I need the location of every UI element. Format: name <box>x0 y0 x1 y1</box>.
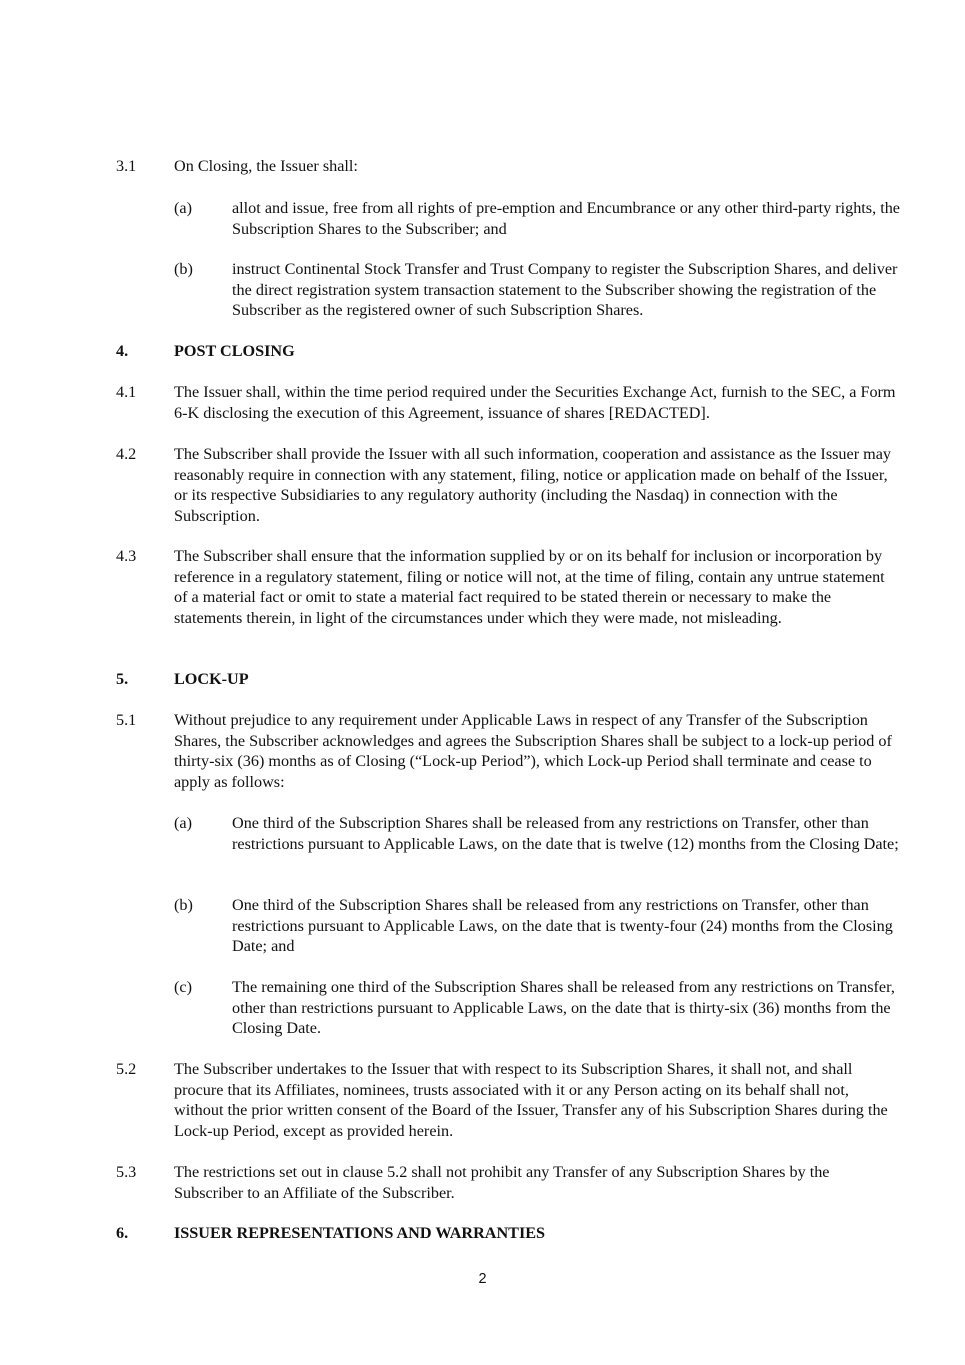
section-heading: ISSUER REPRESENTATIONS AND WARRANTIES <box>174 1224 546 1242</box>
section-number: 6. <box>116 1224 129 1242</box>
item-label: (c) <box>174 978 192 996</box>
clause-number: 4.1 <box>116 383 137 401</box>
clause-text: The Subscriber shall provide the Issuer with all such information, cooperation and assistance as the Issuer may reasonably require in connection with any statement, filing, notice or application made on behalf of the Issuer, or its respective Subsidiaries to any regulatory authority (including the Nasdaq) in connection with the Subscription. <box>174 445 892 525</box>
clause-text: The Issuer shall, within the time period required under the Securities Exchange Act, furnish to the SEC, a Form 6-K disclosing the execution of this Agreement, issuance of shares [REDACTED]. <box>174 383 896 422</box>
item-label: (b) <box>174 896 193 914</box>
item-label: (a) <box>174 814 192 832</box>
item-label: (b) <box>174 260 193 278</box>
item-text: The remaining one third of the Subscription Shares shall be released from any restrictions on Transfer, other than restrictions pursuant to Applicable Laws, on the date that is thirty-six (36) months from the Closing Date. <box>232 978 895 1037</box>
clause-number: 5.2 <box>116 1060 137 1078</box>
clause-text: The restrictions set out in clause 5.2 shall not prohibit any Transfer of any Subscription Shares by the Subscriber to an Affiliate of the Subscriber. <box>174 1163 830 1202</box>
section-number: 5. <box>116 670 129 688</box>
clause-number: 5.3 <box>116 1163 137 1181</box>
section-heading: POST CLOSING <box>174 342 295 360</box>
clause-text: The Subscriber undertakes to the Issuer that with respect to its Subscription Shares, it shall not, and shall procure that its Affiliates, nominees, trusts associated with it or any Person acting on its behalf shall not, without the prior written consent of the Board of the Issuer, Transfer any of his Subscription Shares during the Lock-up Period, except as provided herein. <box>174 1060 888 1140</box>
page-number: 2 <box>478 1271 487 1287</box>
item-text: allot and issue, free from all rights of pre-emption and Encumbrance or any other third-party rights, the Subscription Shares to the Subscriber; and <box>232 199 900 238</box>
clause-number: 5.1 <box>116 711 137 729</box>
clause-text: On Closing, the Issuer shall: <box>174 157 358 175</box>
item-label: (a) <box>174 199 192 217</box>
section-heading: LOCK-UP <box>174 670 249 688</box>
clause-number: 3.1 <box>116 157 137 175</box>
clause-text: The Subscriber shall ensure that the information supplied by or on its behalf for inclusion or incorporation by reference in a regulatory statement, filing or notice will not, at the time of filing, contain any untrue statement of a material fact or omit to state a material fact required to be stated therein or necessary to make the statements therein, in light of the circumstances under which they were made, not misleading. <box>174 547 885 627</box>
clause-number: 4.2 <box>116 445 137 463</box>
item-text: One third of the Subscription Shares shall be released from any restrictions on Transfer, other than restrictions pursuant to Applicable Laws, on the date that is twelve (12) months from the Closing Date; <box>232 814 899 853</box>
clause-text: Without prejudice to any requirement under Applicable Laws in respect of any Transfer of the Subscription Shares, the Subscriber acknowledges and agrees the Subscription Shares shall be subject to a lock-up period of thirty-six (36) months as of Closing (“Lock-up Period”), which Lock-up Period shall terminate and cease to apply as follows: <box>174 711 892 791</box>
item-text: instruct Continental Stock Transfer and Trust Company to register the Subscription Shares, and deliver the direct registration system transaction statement to the Subscriber showing the registration of the Subscriber as the registered owner of such Subscription Shares. <box>232 260 898 319</box>
section-number: 4. <box>116 342 129 360</box>
item-text: One third of the Subscription Shares shall be released from any restrictions on Transfer, other than restrictions pursuant to Applicable Laws, on the date that is twenty-four (24) months from the Closing Date; and <box>232 896 893 955</box>
clause-number: 4.3 <box>116 547 137 565</box>
